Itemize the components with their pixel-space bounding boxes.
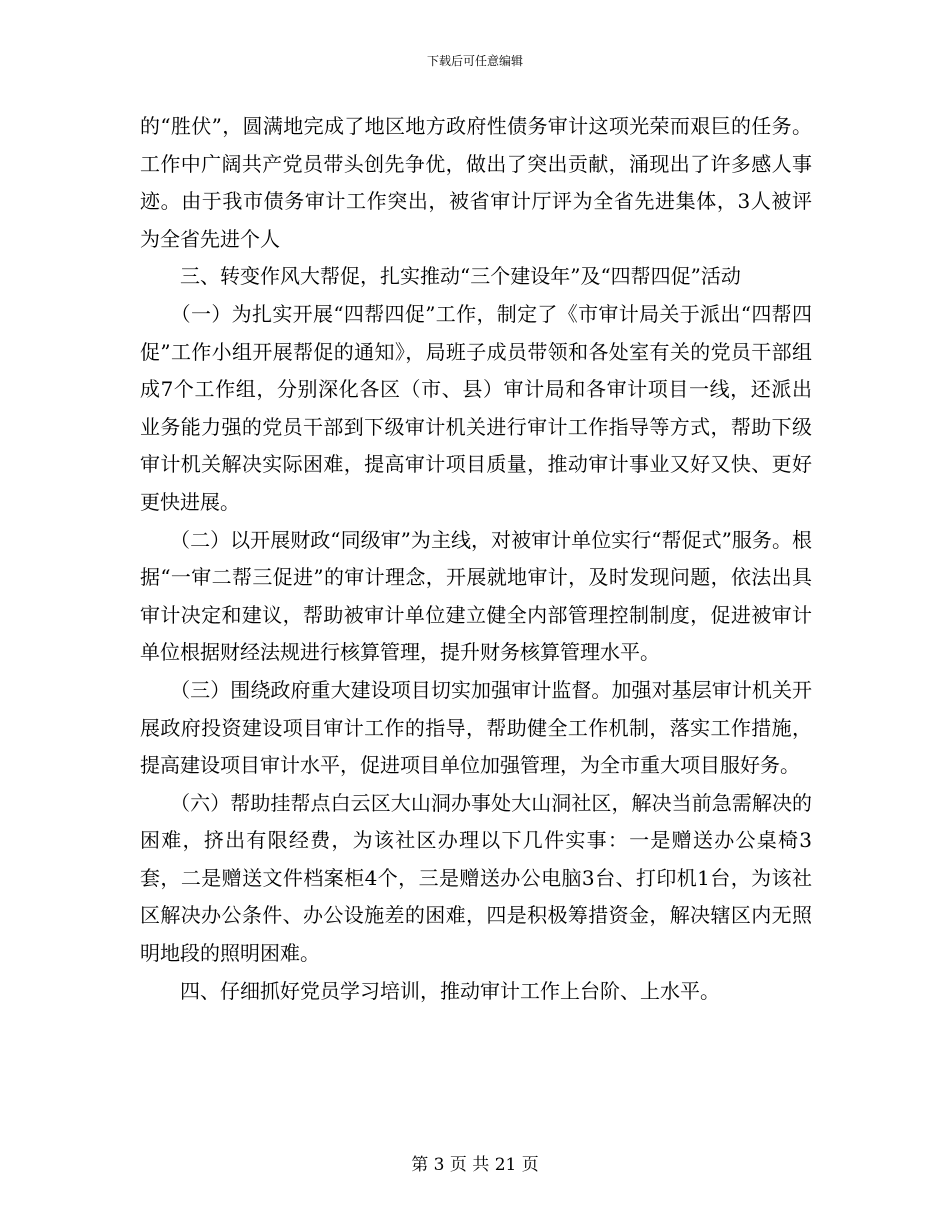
document-body [140,108,812,1010]
page-header: 下载后可任意编辑 [426,54,523,68]
paragraph: 的“胜伏”，圆满地完成了地区地方政府性债务审计这项光荣而艰巨的任务。工作中广阔共产党员带头创先争优，做出了突出贡献，涌现出了许多感人事迹。由于我市债务审计工作突出，被省审计厅评为全省先进集体，3人被评为全省先进个人 [140,114,812,251]
paragraph: （六）帮助挂帮点白云区大山洞办事处大山洞社区，解决当前急需解决的困难，挤出有限经费，为该社区办理以下几件实事：一是赠送办公桌椅3套，二是赠送文件档案柜4个，三是赠送办公电脑3台、打印机1台，为该社区解决办公条件、办公设施差的困难，四是积极筹措资金，解决辖区内无照明地段的照明困难。 [140,790,812,966]
section-heading: 四、仔细抓好党员学习培训，推动审计工作上台阶、上水平。 [140,978,720,1003]
section-heading: 三、转变作风大帮促，扎实推动“三个建设年”及“四帮四促”活动 [140,264,741,289]
paragraph: （一）为扎实开展“四帮四促”工作，制定了《市审计局关于派出“四帮四促”工作小组开展帮促的通知》，局班子成员带领和各处室有关的党员干部组成7个工作组，分别深化各区（市、县）审计局和各审计项目一线，还派出业务能力强的党员干部到下级审计机关进行审计工作指导等方式，帮助下级审计机关解决实际困难，提高审计项目质量，推动审计事业又好又快、更好更快进展。 [140,301,812,514]
paragraph: （二）以开展财政“同级审”为主线，对被审计单位实行“帮促式”服务。根据“一审二帮三促进”的审计理念，开展就地审计，及时发现问题，依法出具审计决定和建议，帮助被审计单位建立健全内部管理控制制度，促进被审计单位根据财经法规进行核算管理，提升财务核算管理水平。 [140,527,812,665]
paragraph: （三）围绕政府重大建设项目切实加强审计监督。加强对基层审计机关开展政府投资建设项目审计工作的指导，帮助健全工作机制，落实工作措施，提高建设项目审计水平，促进项目单位加强管理，为全市重大项目服好务。 [140,677,812,778]
page-footer: 第 3 页 共 21 页 [411,1155,539,1175]
